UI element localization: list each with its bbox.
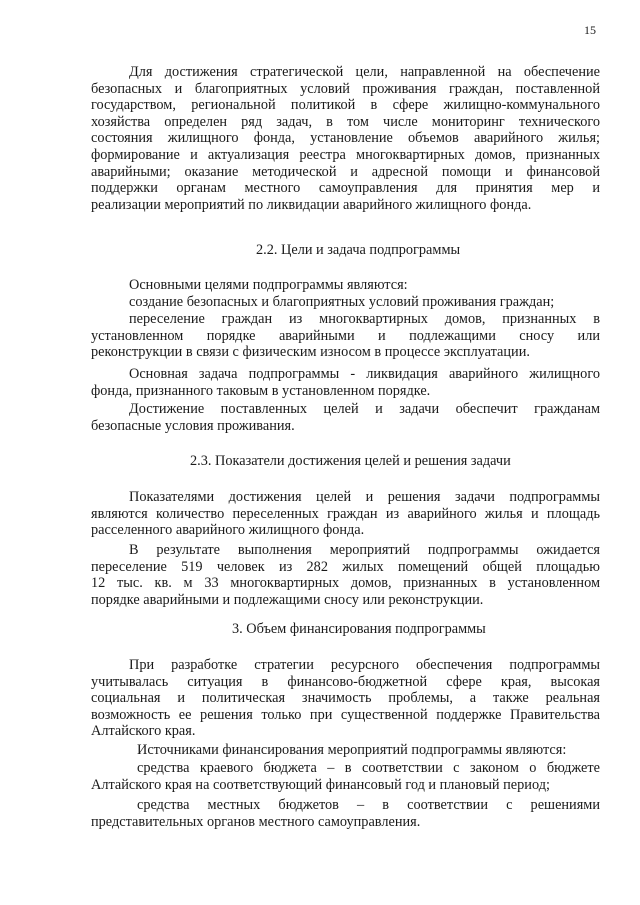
- text-line: являются количество переселенных граждан из аварийного жилья и площадь: [91, 505, 600, 522]
- section-3-strategy: [91, 657, 600, 740]
- text-line: безопасных и благоприятных условий проживания граждан, поставленной: [91, 80, 600, 97]
- section-2-2-outcome: [91, 401, 600, 434]
- section-2-2-goal-2: [91, 311, 600, 361]
- section-2-2-heading: 2.2. Цели и задача подпрограммы: [256, 242, 461, 258]
- section-2-3-indicators: [91, 489, 600, 539]
- page-number: 15: [584, 23, 596, 37]
- text-line: 12 тыс. кв. м 33 многоквартирных домов, признанных в установленном: [91, 575, 600, 592]
- text-line: Показателями достижения целей и решения задачи подпрограммы: [129, 489, 600, 505]
- section-2-3-expected-results: [91, 542, 600, 608]
- text-line: возможность ее решения только при существенной поддержке Правительства: [91, 706, 600, 723]
- text-line: В результате выполнения мероприятий подпрограммы ожидается: [129, 542, 600, 558]
- text-line: средства местных бюджетов – в соответствии с решениями: [137, 797, 600, 813]
- text-line: представительных органов местного самоуправления.: [91, 813, 421, 830]
- text-line: аварийными; оказание методической и адресной помощи и финансовой: [91, 163, 600, 180]
- text-line: Основными целями подпрограммы являются:: [129, 277, 408, 293]
- text-line: фонда, признанного таковым в установленном порядке.: [91, 382, 431, 399]
- text-line: переселение 519 человек из 282 жилых помещений общей площадью: [91, 558, 600, 575]
- section-2-2-goals-intro: [91, 277, 600, 294]
- text-line: государством, региональной политикой в сфере жилищно-коммунального: [91, 97, 600, 114]
- text-line: Для достижения стратегической цели, направленной на обеспечение: [129, 64, 600, 80]
- text-line: Алтайского края.: [91, 723, 196, 740]
- text-line: порядке аварийными и подлежащими сносу или реконструкции.: [91, 591, 484, 608]
- section-2-2-goal-1: [91, 294, 600, 311]
- text-line: состояния жилищного фонда, установление объемов аварийного жилья;: [91, 130, 600, 147]
- text-line: При разработке стратегии ресурсного обеспечения подпрограммы: [129, 657, 600, 673]
- section-3-regional-budget: [91, 760, 600, 793]
- text-line: учитывалась ситуация в финансово-бюджетной сфере края, высокая: [91, 673, 600, 690]
- text-line: средства краевого бюджета – в соответствии с законом о бюджете: [137, 760, 600, 776]
- section-3-local-budgets: [91, 797, 600, 830]
- section-2-3-heading: 2.3. Показатели достижения целей и решения задачи: [190, 453, 511, 469]
- text-line: социальная и политическая значимость проблемы, а также реальная: [91, 690, 600, 707]
- text-line: Алтайского края на соответствующий финансовый год и плановый период;: [91, 776, 550, 793]
- text-line: хозяйства определен ряд задач, в том числе мониторинг технического: [91, 113, 600, 130]
- text-line: Источниками финансирования мероприятий подпрограммы являются:: [137, 742, 567, 758]
- text-line: расселенного аварийного жилищного фонда.: [91, 522, 365, 539]
- text-line: реализации мероприятий по ликвидации аварийного жилищного фонда.: [91, 196, 532, 213]
- text-line: безопасные условия проживания.: [91, 417, 295, 434]
- text-line: создание безопасных и благоприятных условий проживания граждан;: [129, 294, 555, 310]
- text-line: Достижение поставленных целей и задачи обеспечит гражданам: [129, 401, 600, 417]
- section-3-heading: 3. Объем финансирования подпрограммы: [232, 621, 486, 637]
- text-line: Основная задача подпрограммы - ликвидация аварийного жилищного: [129, 366, 600, 382]
- section-2-2-main-task: [91, 366, 600, 399]
- text-line: установленном порядке аварийными и подлежащими сносу или: [91, 327, 600, 344]
- text-line: реконструкции в связи с физическим износом в процессе эксплуатации.: [91, 344, 530, 361]
- section-3-sources-intro: [91, 742, 600, 759]
- text-line: формирование и актуализация реестра многоквартирных домов, признанных: [91, 146, 600, 163]
- text-line: переселение граждан из многоквартирных домов, признанных в: [129, 311, 600, 327]
- intro-paragraph: [91, 64, 600, 213]
- text-line: поддержки органам местного самоуправления для принятия мер и: [91, 180, 600, 197]
